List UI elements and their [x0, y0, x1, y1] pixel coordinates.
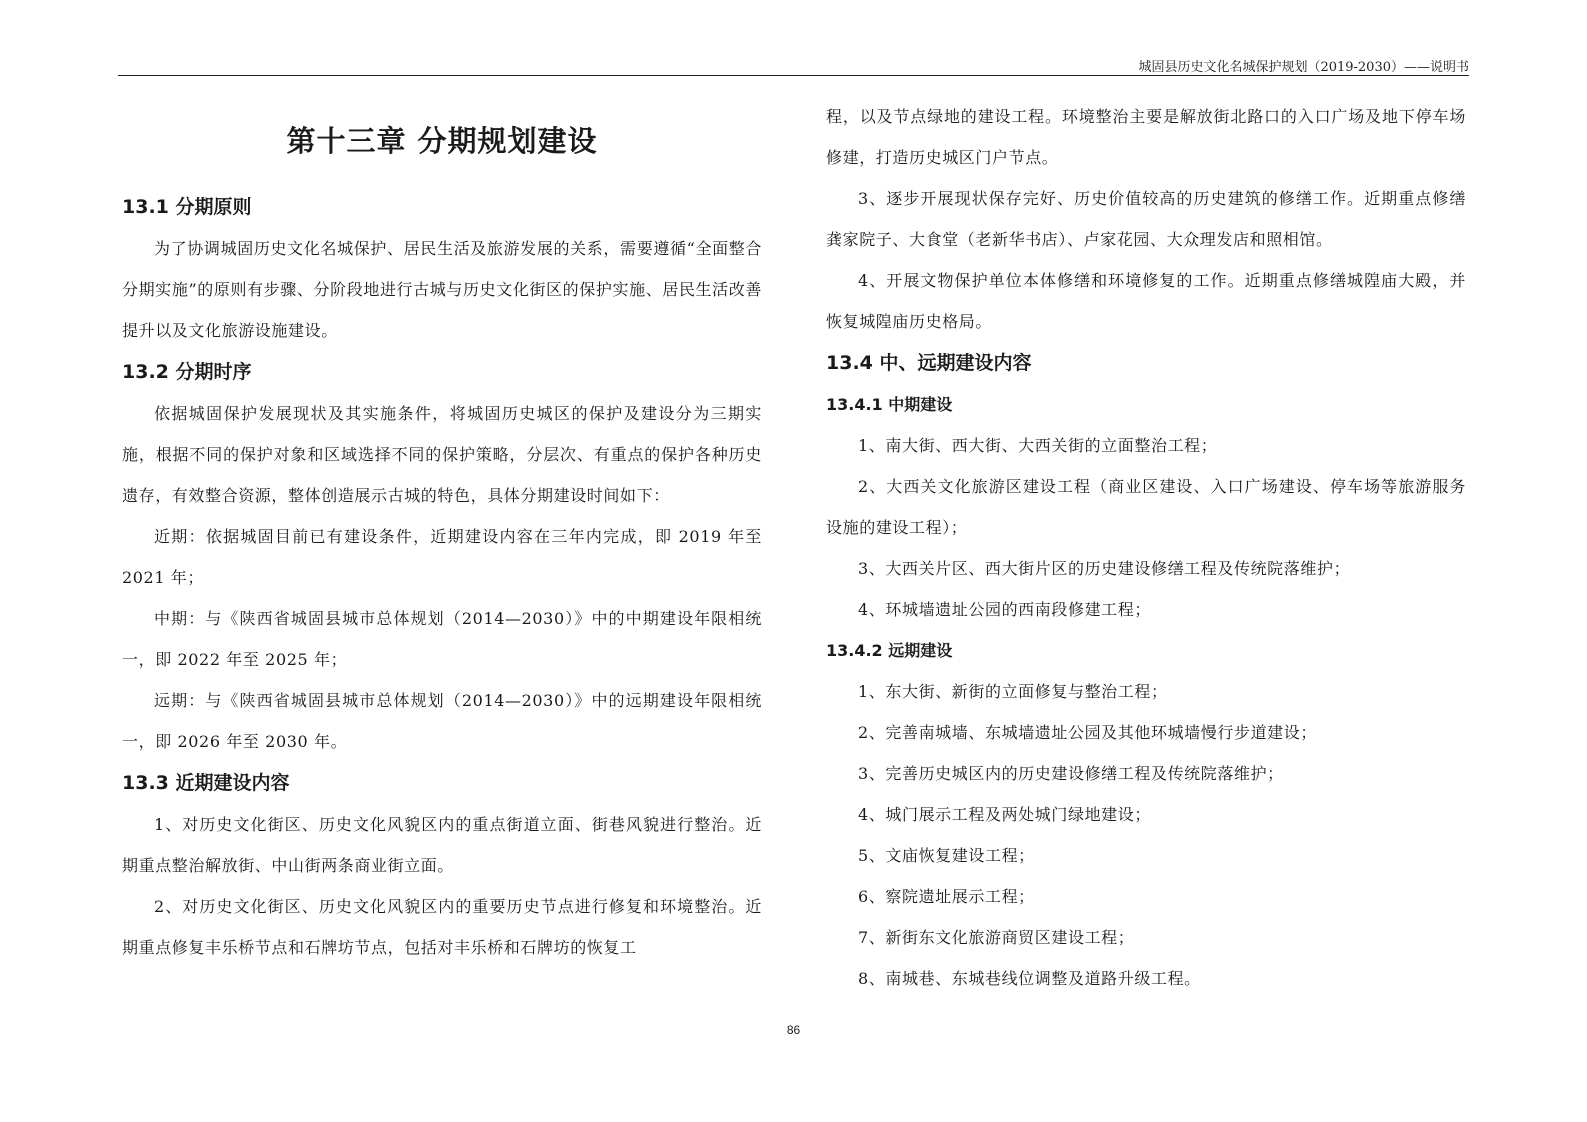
- paragraph: 中期：与《陕西省城固县城市总体规划（2014—2030）》中的中期建设年限相统一，即 2022 年至 2025 年；: [122, 609, 762, 669]
- paragraph: 2、对历史文化街区、历史文化风貌区内的重要历史节点进行修复和环境整治。近期重点修复丰乐桥节点和石牌坊节点，包括对丰乐桥和石牌坊的恢复工: [122, 897, 762, 957]
- left-column: [122, 96, 762, 968]
- list-item: 6、察院遗址展示工程；: [858, 887, 1035, 906]
- list-item: 3、大西关片区、西大街片区的历史建设修缮工程及传统院落维护；: [858, 559, 1351, 578]
- paragraph-continued: 程，以及节点绿地的建设工程。环境整治主要是解放街北路口的入口广场及地下停车场修建，打造历史城区门户节点。: [826, 107, 1466, 167]
- list-item: 1、东大街、新街的立面修复与整治工程；: [858, 682, 1168, 701]
- list-item: 4、环城墙遗址公园的西南段修建工程；: [858, 600, 1151, 619]
- header-divider: [118, 75, 1469, 76]
- paragraph: 1、对历史文化街区、历史文化风貌区内的重点街道立面、街巷风貌进行整治。近期重点整治解放街、中山街两条商业街立面。: [122, 815, 762, 875]
- chapter-title: 第十三章 分期规划建设: [286, 124, 598, 158]
- section-heading-13-2: 13.2 分期时序: [122, 361, 252, 383]
- page-number: 86: [786, 1023, 801, 1037]
- paragraph: 近期：依据城固目前已有建设条件，近期建设内容在三年内完成，即 2019 年至 2021 年；: [122, 527, 762, 587]
- list-item: 4、城门展示工程及两处城门绿地建设；: [858, 805, 1151, 824]
- section-heading-13-3: 13.3 近期建设内容: [122, 772, 290, 794]
- list-item: 5、文庙恢复建设工程；: [858, 846, 1035, 865]
- paragraph: 远期：与《陕西省城固县城市总体规划（2014—2030）》中的远期建设年限相统一，即 2026 年至 2030 年。: [122, 691, 762, 751]
- list-item: 3、完善历史城区内的历史建设修缮工程及传统院落维护；: [858, 764, 1284, 783]
- list-item: 7、新街东文化旅游商贸区建设工程；: [858, 928, 1135, 947]
- subsection-heading-13-4-2: 13.4.2 远期建设: [826, 641, 953, 660]
- list-item: 8、南城巷、东城巷线位调整及道路升级工程。: [858, 969, 1201, 988]
- paragraph: 为了协调城固历史文化名城保护、居民生活及旅游发展的关系，需要遵循“全面整合分期实施”的原则有步骤、分阶段地进行古城与历史文化街区的保护实施、居民生活改善提升以及文化旅游设施建设。: [122, 239, 762, 340]
- section-heading-13-4: 13.4 中、远期建设内容: [826, 352, 1032, 374]
- list-item: 2、大西关文化旅游区建设工程（商业区建设、入口广场建设、停车场等旅游服务设施的建设工程）；: [826, 477, 1466, 537]
- list-item: 2、完善南城墙、东城墙遗址公园及其他环城墙慢行步道建设；: [858, 723, 1317, 742]
- paragraph: 4、开展文物保护单位本体修缮和环境修复的工作。近期重点修缮城隍庙大殿，并恢复城隍庙历史格局。: [826, 271, 1466, 331]
- paragraph: 依据城固保护发展现状及其实施条件，将城固历史城区的保护及建设分为三期实施，根据不同的保护对象和区域选择不同的保护策略，分层次、有重点的保护各种历史遗存，有效整合资源，整体创造展示古城的特色，具体分期建设时间如下：: [122, 404, 762, 505]
- running-header: 城固县历史文化名城保护规划（2019-2030）——说明书: [1138, 60, 1469, 75]
- right-column: [826, 96, 1466, 999]
- subsection-heading-13-4-1: 13.4.1 中期建设: [826, 395, 953, 414]
- paragraph: 3、逐步开展现状保存完好、历史价值较高的历史建筑的修缮工作。近期重点修缮龚家院子、大食堂（老新华书店）、卢家花园、大众理发店和照相馆。: [826, 189, 1466, 249]
- section-heading-13-1: 13.1 分期原则: [122, 196, 252, 218]
- list-item: 1、南大街、西大街、大西关街的立面整治工程；: [858, 436, 1218, 455]
